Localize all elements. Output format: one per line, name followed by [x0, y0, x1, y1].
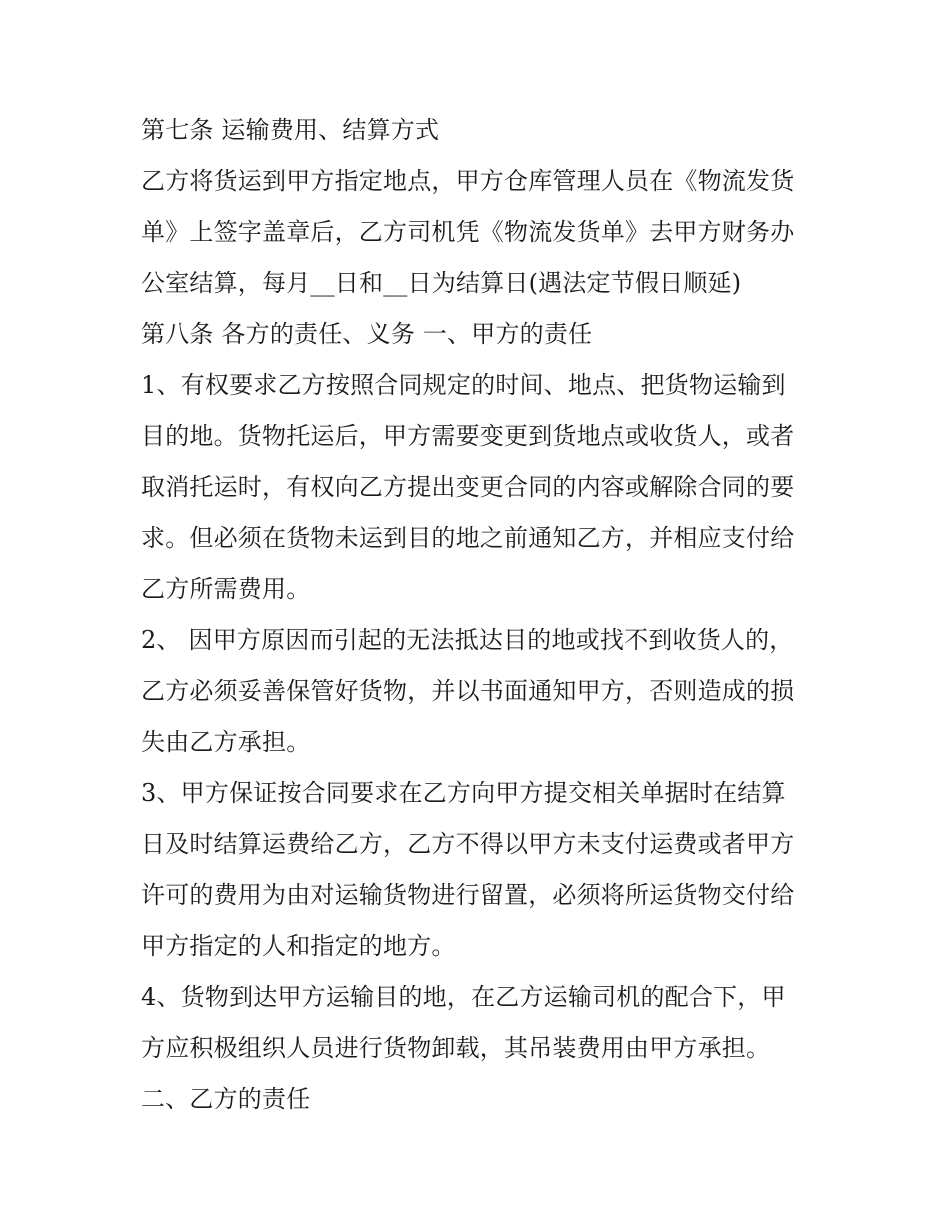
- clause-3-line: 日及时结算运费给乙方，乙方不得以甲方未支付运费或者甲方: [141, 830, 795, 858]
- clause-2-line: 2、 因甲方原因而引起的无法抵达目的地或找不到收货人的，: [141, 626, 794, 654]
- clause-1-line: 目的地。货物托运后，甲方需要变更到货地点或收货人，或者: [141, 422, 795, 450]
- clause-2-line: 失由乙方承担。: [141, 728, 311, 756]
- clause-3-line: 许可的费用为由对运输货物进行留置，必须将所运货物交付给: [141, 881, 795, 909]
- clause-1-line: 求。但必须在货物未运到目的地之前通知乙方，并相应支付给: [141, 524, 795, 552]
- clause-3-line: 3、甲方保证按合同要求在乙方向甲方提交相关单据时在结算: [141, 779, 786, 807]
- clause-1-line: 乙方所需费用。: [141, 575, 311, 603]
- clause-4-line: 方应积极组织人员进行货物卸载，其吊装费用由甲方承担。: [141, 1034, 771, 1062]
- body-line: 乙方将货运到甲方指定地点，甲方仓库管理人员在《物流发货: [141, 167, 795, 195]
- body-line: 单》上签字盖章后，乙方司机凭《物流发货单》去甲方财务办: [141, 218, 795, 246]
- article-7-heading: 第七条 运输费用、结算方式: [141, 116, 440, 144]
- clause-4-line: 4、货物到达甲方运输目的地，在乙方运输司机的配合下，甲: [141, 983, 786, 1011]
- clause-1-line: 取消托运时，有权向乙方提出变更合同的内容或解除合同的要: [141, 473, 795, 501]
- clause-3-line: 甲方指定的人和指定的地方。: [141, 932, 456, 960]
- article-8-heading: 第八条 各方的责任、义务 一、甲方的责任: [141, 320, 593, 348]
- clause-2-line: 乙方必须妥善保管好货物，并以书面通知甲方，否则造成的损: [141, 677, 795, 705]
- party-b-duties-heading: 二、乙方的责任: [141, 1085, 311, 1113]
- document-body: [141, 105, 813, 1125]
- clause-1-line: 1、有权要求乙方按照合同规定的时间、地点、把货物运输到: [141, 371, 786, 399]
- body-line: 公室结算，每月__日和__日为结算日(遇法定节假日顺延): [141, 269, 742, 297]
